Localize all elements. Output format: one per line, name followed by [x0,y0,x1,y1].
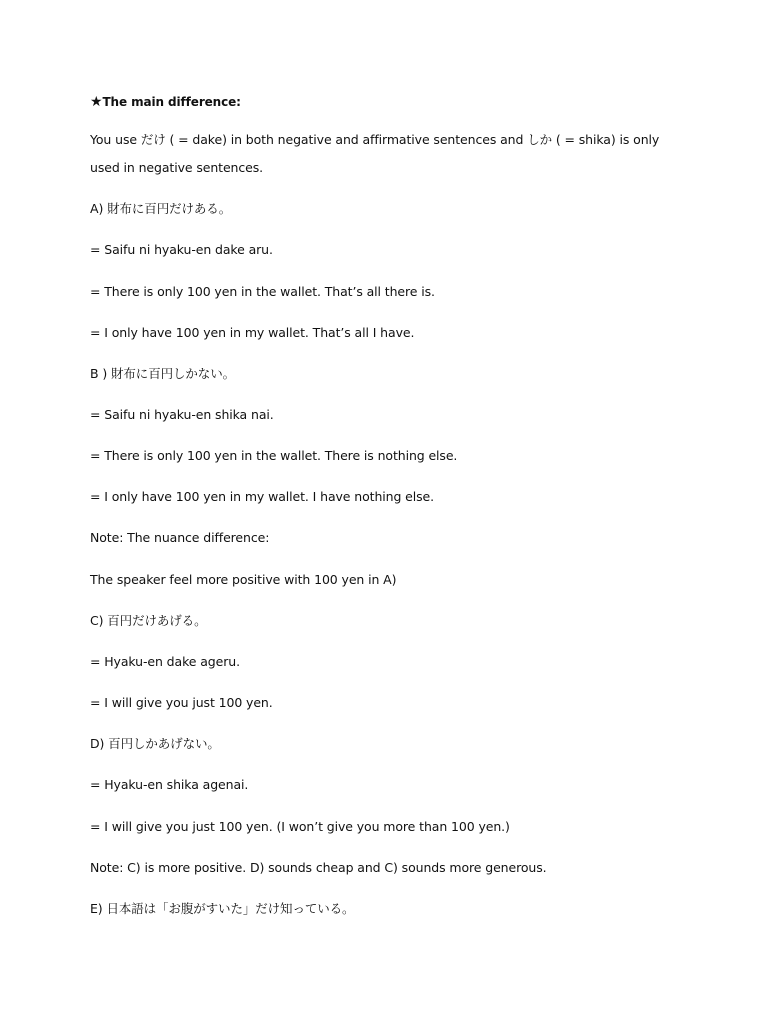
example-a-romaji: = Saifu ni hyaku-en dake aru. [90,242,273,257]
example-c-romaji: = Hyaku-en dake ageru. [90,654,240,669]
example-b-japanese: B ) 財布に百円しかない。 [90,366,235,381]
example-c-japanese: C) 百円だけあげる。 [90,613,207,628]
heading-text: The main difference: [102,95,241,109]
intro-line-1: You use だけ ( = dake) in both negative and affirmative sentences and しか ( = shika) is only [90,132,660,147]
star-icon: ★ [90,94,103,110]
section-heading [90,93,241,111]
note-nuance-heading: Note: The nuance difference: [90,530,270,545]
example-b-romaji: = Saifu ni hyaku-en shika nai. [90,407,274,422]
note-comparison: Note: C) is more positive. D) sounds cheap and C) sounds more generous. [90,860,547,875]
example-d-japanese: D) 百円しかあげない。 [90,736,220,751]
example-d-translation: = I will give you just 100 yen. (I won’t give you more than 100 yen.) [90,819,510,834]
intro-line-2: used in negative sentences. [90,160,264,175]
note-nuance-text: The speaker feel more positive with 100 yen in A) [90,572,397,587]
example-a-japanese: A) 財布に百円だけある。 [90,201,232,216]
example-d-romaji: = Hyaku-en shika agenai. [90,777,249,792]
example-a-translation-1: = There is only 100 yen in the wallet. That’s all there is. [90,284,435,299]
example-c-translation: = I will give you just 100 yen. [90,695,273,710]
example-b-translation-2: = I only have 100 yen in my wallet. I have nothing else. [90,489,435,504]
example-b-translation-1: = There is only 100 yen in the wallet. There is nothing else. [90,448,458,463]
example-e-japanese: E) 日本語は「お腹がすいた」だけ知っている。 [90,901,355,916]
example-a-translation-2: = I only have 100 yen in my wallet. That’s all I have. [90,325,415,340]
